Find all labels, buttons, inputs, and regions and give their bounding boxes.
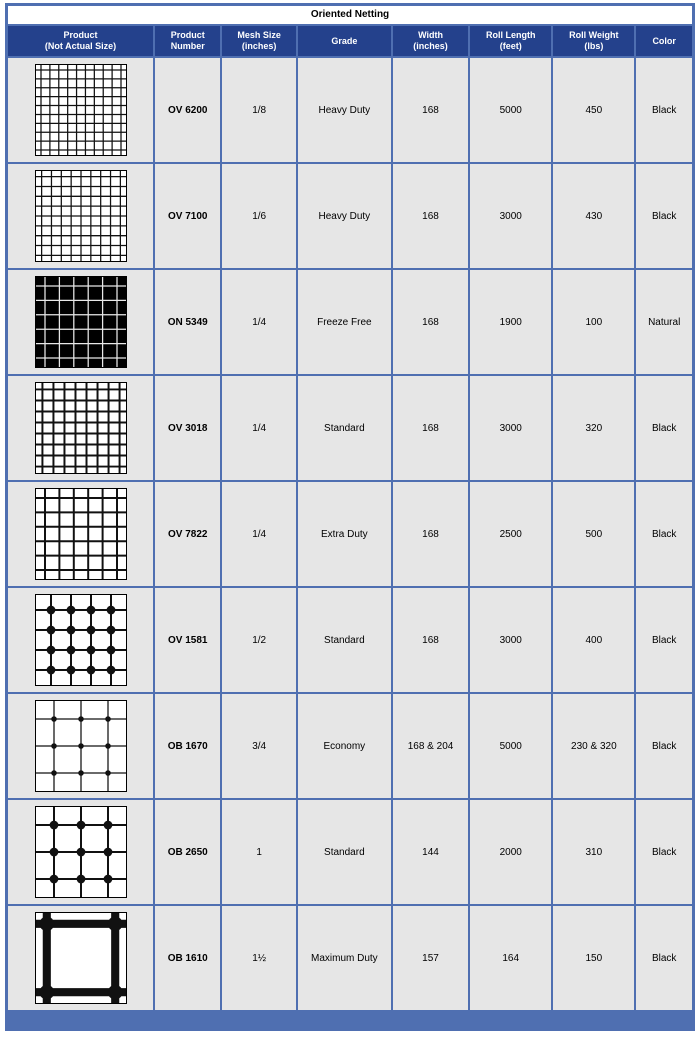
color-cell: Black <box>636 164 692 268</box>
roll-length-cell: 5000 <box>470 58 551 162</box>
table-row <box>8 58 692 162</box>
column-header-line1: Product <box>63 30 98 40</box>
product-image-cell <box>8 376 153 480</box>
netting-swatch-image <box>35 276 127 368</box>
color-cell: Black <box>636 482 692 586</box>
product-image-cell <box>8 58 153 162</box>
column-header-product <box>8 26 153 56</box>
netting-swatch-image <box>35 594 127 686</box>
column-header-line1: Grade <box>331 35 358 46</box>
product-number-cell: OB 1670 <box>155 694 220 798</box>
roll-length-cell: 5000 <box>470 694 551 798</box>
column-header-line1: Roll Weight <box>569 30 619 40</box>
width-cell: 168 <box>393 376 468 480</box>
roll-weight-cell: 400 <box>553 588 634 692</box>
width-cell: 168 <box>393 270 468 374</box>
column-header-line2: (Not Actual Size) <box>44 41 117 51</box>
column-header-line1: Color <box>652 35 676 46</box>
product-image-cell <box>8 694 153 798</box>
grade-cell: Standard <box>298 800 391 904</box>
width-cell: 157 <box>393 906 468 1010</box>
column-header-line2: (inches) <box>241 41 277 51</box>
roll-weight-cell: 430 <box>553 164 634 268</box>
grade-cell: Standard <box>298 588 391 692</box>
netting-swatch-image <box>35 700 127 792</box>
product-image-cell <box>8 906 153 1010</box>
roll-length-cell: 3000 <box>470 588 551 692</box>
width-cell: 144 <box>393 800 468 904</box>
color-cell: Black <box>636 58 692 162</box>
color-cell: Natural <box>636 270 692 374</box>
column-header-grade <box>298 26 391 56</box>
roll-length-cell: 3000 <box>470 376 551 480</box>
table-row <box>8 164 692 268</box>
column-header-line1: Mesh Size <box>237 30 281 40</box>
roll-weight-cell: 150 <box>553 906 634 1010</box>
width-cell: 168 <box>393 58 468 162</box>
roll-weight-cell: 230 & 320 <box>553 694 634 798</box>
mesh-size-cell: 1/4 <box>222 270 295 374</box>
table-row <box>8 270 692 374</box>
grade-cell: Maximum Duty <box>298 906 391 1010</box>
product-image-cell <box>8 800 153 904</box>
mesh-size-cell: 1/6 <box>222 164 295 268</box>
column-header-line2: (feet) <box>499 41 522 51</box>
product-number-cell: OB 1610 <box>155 906 220 1010</box>
column-header-color <box>636 26 692 56</box>
table-row <box>8 376 692 480</box>
roll-length-cell: 3000 <box>470 164 551 268</box>
color-cell: Black <box>636 588 692 692</box>
column-header-line2: (inches) <box>413 41 448 51</box>
grade-cell: Extra Duty <box>298 482 391 586</box>
netting-swatch-image <box>35 382 127 474</box>
column-header-line2: (lbs) <box>584 41 604 51</box>
product-number-cell: ON 5349 <box>155 270 220 374</box>
product-image-cell <box>8 270 153 374</box>
roll-weight-cell: 100 <box>553 270 634 374</box>
product-image-cell <box>8 588 153 692</box>
product-number-cell: OV 6200 <box>155 58 220 162</box>
column-header-line1: Width <box>418 30 443 40</box>
table-row <box>8 588 692 692</box>
grade-cell: Economy <box>298 694 391 798</box>
netting-swatch-image <box>35 170 127 262</box>
roll-weight-cell: 310 <box>553 800 634 904</box>
grade-cell: Heavy Duty <box>298 164 391 268</box>
netting-swatch-image <box>35 488 127 580</box>
grade-cell: Heavy Duty <box>298 58 391 162</box>
mesh-size-cell: 1/4 <box>222 482 295 586</box>
netting-swatch-image <box>35 64 127 156</box>
color-cell: Black <box>636 694 692 798</box>
product-number-cell: OV 7100 <box>155 164 220 268</box>
column-header-line1: Roll Length <box>485 30 536 40</box>
mesh-size-cell: 1 <box>222 800 295 904</box>
grade-cell: Standard <box>298 376 391 480</box>
grade-cell: Freeze Free <box>298 270 391 374</box>
product-number-cell: OV 7822 <box>155 482 220 586</box>
netting-table <box>6 24 694 1012</box>
width-cell: 168 <box>393 164 468 268</box>
color-cell: Black <box>636 906 692 1010</box>
product-number-cell: OB 2650 <box>155 800 220 904</box>
product-image-cell <box>8 164 153 268</box>
mesh-size-cell: 3/4 <box>222 694 295 798</box>
product-number-cell: OV 1581 <box>155 588 220 692</box>
width-cell: 168 & 204 <box>393 694 468 798</box>
column-header-roll-weight <box>553 26 634 56</box>
color-cell: Black <box>636 800 692 904</box>
roll-weight-cell: 500 <box>553 482 634 586</box>
roll-length-cell: 2500 <box>470 482 551 586</box>
column-header-line2: Number <box>170 41 205 51</box>
roll-length-cell: 2000 <box>470 800 551 904</box>
roll-length-cell: 164 <box>470 906 551 1010</box>
mesh-size-cell: 1/4 <box>222 376 295 480</box>
table-body <box>8 58 692 1010</box>
netting-swatch-image <box>35 806 127 898</box>
mesh-size-cell: 1½ <box>222 906 295 1010</box>
product-number-cell: OV 3018 <box>155 376 220 480</box>
header-row <box>8 26 692 56</box>
roll-weight-cell: 320 <box>553 376 634 480</box>
column-header-product-number <box>155 26 220 56</box>
column-header-line1: Product <box>170 30 205 40</box>
width-cell: 168 <box>393 482 468 586</box>
netting-swatch-image <box>35 912 127 1004</box>
column-header-mesh-size <box>222 26 295 56</box>
table-row <box>8 482 692 586</box>
product-image-cell <box>8 482 153 586</box>
roll-length-cell: 1900 <box>470 270 551 374</box>
mesh-size-cell: 1/2 <box>222 588 295 692</box>
mesh-size-cell: 1/8 <box>222 58 295 162</box>
roll-weight-cell: 450 <box>553 58 634 162</box>
width-cell: 168 <box>393 588 468 692</box>
netting-table-frame <box>5 3 695 1031</box>
table-row <box>8 694 692 798</box>
column-header-roll-length <box>470 26 551 56</box>
table-row <box>8 906 692 1010</box>
column-header-width <box>393 26 468 56</box>
color-cell: Black <box>636 376 692 480</box>
table-title: Oriented Netting <box>8 6 692 24</box>
table-row <box>8 800 692 904</box>
